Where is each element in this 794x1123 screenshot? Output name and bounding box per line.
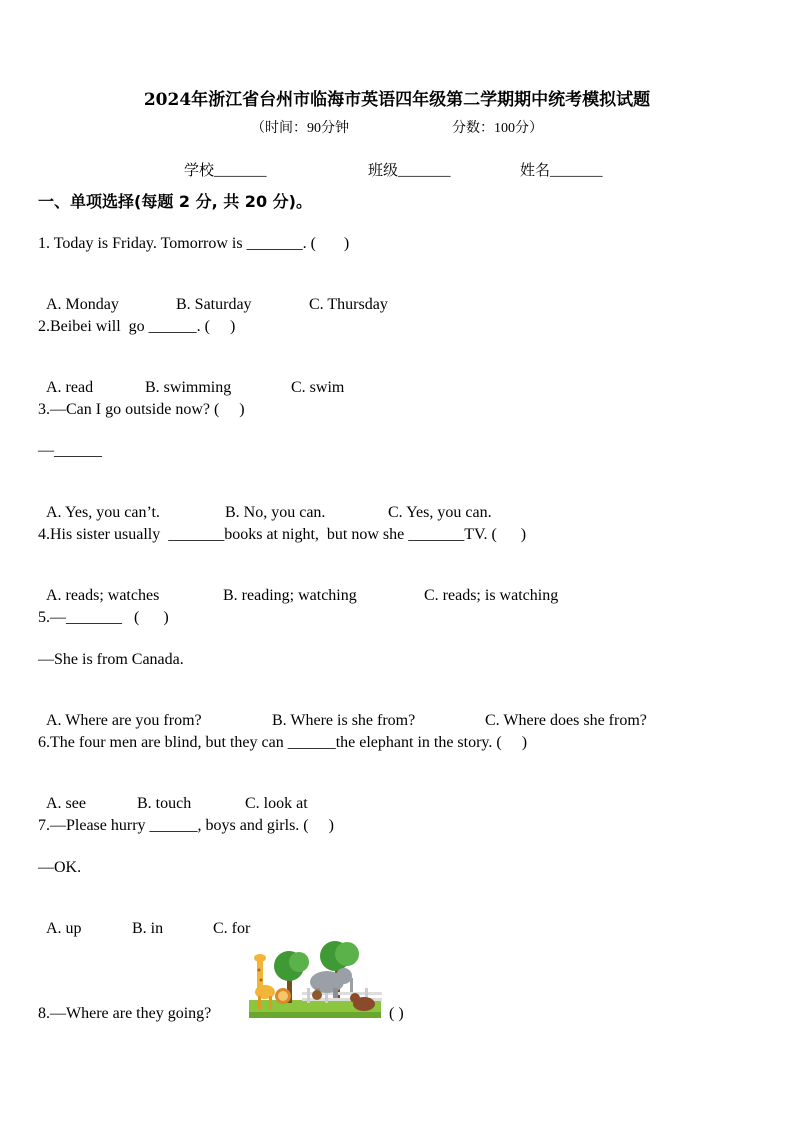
question-3-reply: —______ — [38, 442, 102, 459]
option-b: B. No, you can. — [225, 504, 326, 521]
question-2-options — [38, 358, 344, 398]
question-1-options — [38, 275, 388, 315]
option-a: A. up — [46, 920, 82, 937]
option-a: A. reads; watches — [46, 587, 160, 604]
option-c: C. reads; is watching — [424, 587, 559, 604]
question-3-options — [38, 483, 492, 523]
question-5-reply: —She is from Canada. — [38, 651, 184, 668]
option-b: B. swimming — [145, 379, 232, 396]
question-4-options — [38, 566, 558, 606]
question-4: 4.His sister usually _______books at night, but now she _______TV. ( ) — [38, 526, 527, 543]
option-a: A. Monday — [46, 296, 119, 313]
name-field: 姓名_______ — [520, 163, 603, 179]
option-a: A. Yes, you can’t. — [46, 504, 160, 521]
option-a: A. read — [46, 379, 94, 396]
option-b: B. in — [132, 920, 164, 937]
total-score: 分数：100分） — [452, 121, 543, 136]
question-5-options — [38, 691, 647, 731]
question-8: 8.—Where are they going? — [38, 1005, 212, 1022]
option-b: B. reading; watching — [223, 587, 357, 604]
option-a: A. Where are you from? — [46, 712, 202, 729]
option-c: C. look at — [245, 795, 308, 812]
time-limit: （时间：90分钟 — [251, 121, 349, 136]
question-3: 3.—Can I go outside now? ( ) — [38, 401, 245, 418]
option-c: C. swim — [291, 379, 345, 396]
page-title: 2024年浙江省台州市临海市英语四年级第二学期期中统考模拟试题 — [143, 90, 651, 110]
exam-meta — [0, 117, 794, 137]
option-b: B. touch — [137, 795, 192, 812]
section-heading: 一、单项选择(每题 2 分, 共 20 分)。 — [38, 192, 312, 211]
question-6-options — [38, 774, 308, 814]
question-7: 7.—Please hurry ______, boys and girls. ( ) — [38, 817, 334, 834]
question-6: 6.The four men are blind, but they can ______the elephant in the story. ( ) — [38, 734, 528, 751]
class-field: 班级_______ — [368, 163, 451, 179]
option-b: B. Saturday — [176, 296, 252, 313]
option-c: C. Thursday — [309, 296, 388, 313]
question-1: 1. Today is Friday. Tomorrow is _______. ( ) — [38, 235, 350, 252]
option-c: C. for — [213, 920, 251, 937]
zoo-animals-icon — [247, 940, 382, 1020]
school-field: 学校_______ — [184, 163, 267, 179]
option-c: C. Where does she from? — [485, 712, 647, 729]
option-c: C. Yes, you can. — [388, 504, 492, 521]
option-a: A. see — [46, 795, 86, 812]
question-8-paren: ( ) — [389, 1005, 404, 1022]
option-b: B. Where is she from? — [272, 712, 416, 729]
question-5: 5.—_______ ( ) — [38, 609, 169, 626]
question-7-reply: —OK. — [38, 859, 82, 876]
question-7-options — [38, 899, 250, 939]
question-2: 2.Beibei will go ______. ( ) — [38, 318, 236, 335]
